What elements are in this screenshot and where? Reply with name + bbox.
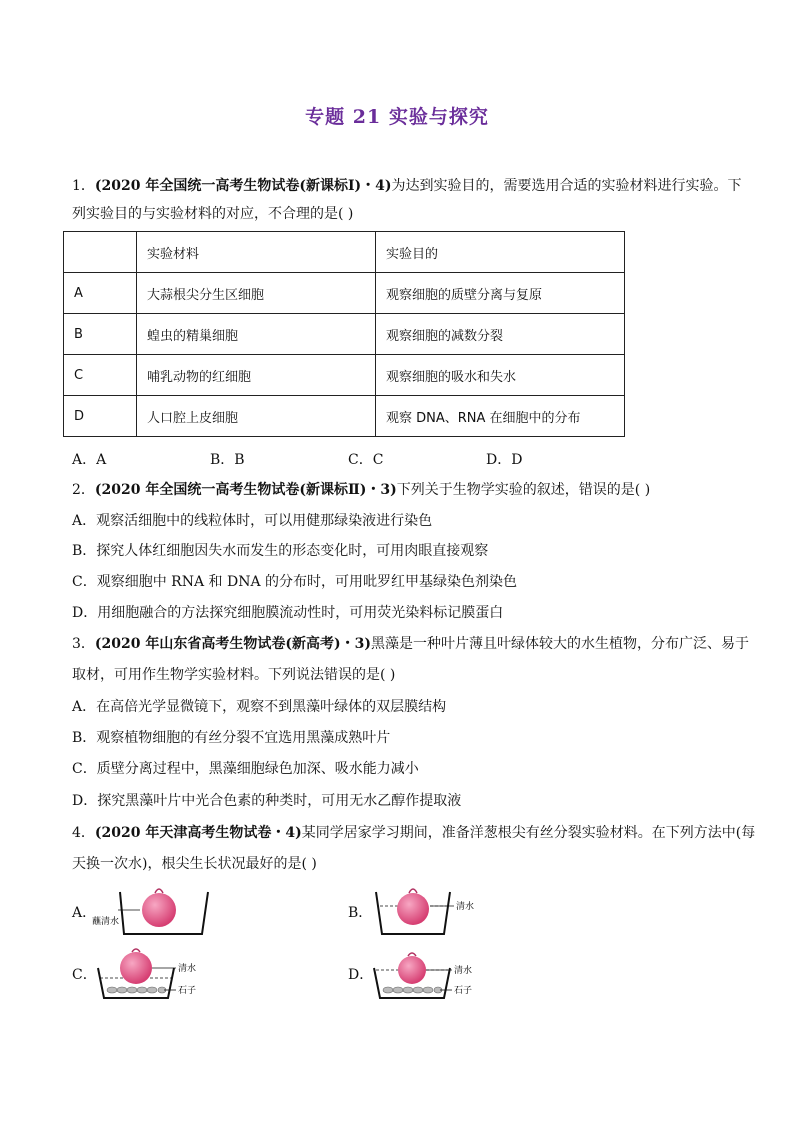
table-cell: A xyxy=(64,273,137,314)
onion-icon xyxy=(120,952,152,984)
onion-icon xyxy=(397,893,429,925)
q1-source: (2020 年全国统一高考生物试卷(新课标Ⅰ)・4) xyxy=(94,178,392,194)
q4-figure-d xyxy=(368,948,498,1004)
table-cell: 大蒜根尖分生区细胞 xyxy=(137,273,376,314)
q1-stem-line1 xyxy=(72,176,742,196)
label-water: 清水 xyxy=(454,966,473,976)
label-stone: 石子 xyxy=(454,986,473,996)
q2-number: 2． xyxy=(72,482,95,498)
q2-option-b[interactable]: B．探究人体红细胞因失水而发生的形态变化时，可用肉眼直接观察 xyxy=(72,543,489,559)
table-row xyxy=(64,314,625,355)
q3-stem-line1 xyxy=(72,634,749,654)
q1-option-c[interactable]: C．C xyxy=(348,452,384,468)
onion-icon xyxy=(142,893,176,927)
q1-option-d[interactable]: D．D xyxy=(486,452,523,468)
q1-number: 1． xyxy=(72,178,95,194)
q4-option-a[interactable]: A． xyxy=(72,905,97,921)
q3-stem-line2: 取材，可用作生物学实验材料。下列说法错误的是( ) xyxy=(72,667,396,683)
q3-option-c[interactable]: C．质壁分离过程中，黑藻细胞绿色加深、吸水能力减小 xyxy=(72,761,419,777)
q3-option-b[interactable]: B．观察植物细胞的有丝分裂不宜选用黑藻成熟叶片 xyxy=(72,730,391,746)
q4-number: 4． xyxy=(72,825,95,841)
table-cell: 观察细胞的质壁分离与复原 xyxy=(376,273,625,314)
q2-stem xyxy=(72,480,650,500)
q3-text: 黑藻是一种叶片薄且叶绿体较大的水生植物，分布广泛、易于 xyxy=(371,636,749,652)
label-water: 清水 xyxy=(178,964,197,974)
q3-option-a[interactable]: A．在高倍光学显微镜下，观察不到黑藻叶绿体的双层膜结构 xyxy=(72,699,447,715)
table-cell: 观察细胞的减数分裂 xyxy=(376,314,625,355)
q1-stem-line2: 列实验目的与实验材料的对应，不合理的是( ) xyxy=(72,206,354,222)
page-title: 专题 21 实验与探究 xyxy=(305,106,489,128)
table-row xyxy=(64,273,625,314)
table-cell: 哺乳动物的红细胞 xyxy=(137,355,376,396)
onion-icon xyxy=(398,956,426,984)
q4-option-c[interactable]: C． xyxy=(72,967,97,983)
q2-option-c[interactable]: C．观察细胞中 RNA 和 DNA 的分布时，可用吡罗红甲基绿染色剂染色 xyxy=(72,574,517,590)
table-cell: B xyxy=(64,314,137,355)
q4-figure-a xyxy=(92,884,222,940)
table-header-cell xyxy=(64,232,137,273)
q1-option-b[interactable]: B．B xyxy=(210,452,245,468)
q4-figure-b xyxy=(368,884,498,940)
q1-text: 为达到实验目的，需要选用合适的实验材料进行实验。下 xyxy=(391,178,742,194)
q2-option-a[interactable]: A．观察活细胞中的线粒体时，可以用健那绿染液进行染色 xyxy=(72,513,433,529)
label-water: 清水 xyxy=(456,902,475,912)
q3-number: 3． xyxy=(72,636,95,652)
table-cell: 观察细胞的吸水和失水 xyxy=(376,355,625,396)
table-header-cell: 实验目的 xyxy=(376,232,625,273)
stones-icon xyxy=(383,987,442,993)
q4-option-b[interactable]: B． xyxy=(348,905,373,921)
table-row xyxy=(64,396,625,437)
q2-source: (2020 年全国统一高考生物试卷(新课标Ⅱ)・3) xyxy=(94,482,397,498)
table-cell: 蝗虫的精巢细胞 xyxy=(137,314,376,355)
table-cell: 观察 DNA、RNA 在细胞中的分布 xyxy=(376,396,625,437)
q1-table xyxy=(63,231,625,437)
q4-stem-line2: 天换一次水)，根尖生长状况最好的是( ) xyxy=(72,856,317,872)
table-header-row xyxy=(64,232,625,273)
table-row xyxy=(64,355,625,396)
q3-source: (2020 年山东省高考生物试卷(新高考)・3) xyxy=(94,636,371,652)
q4-stem-line1 xyxy=(72,823,755,843)
q4-option-d[interactable]: D． xyxy=(348,967,374,983)
q3-option-d[interactable]: D．探究黑藻叶片中光合色素的种类时，可用无水乙醇作提取液 xyxy=(72,793,462,809)
q2-option-d[interactable]: D．用细胞融合的方法探究细胞膜流动性时，可用荧光染料标记膜蛋白 xyxy=(72,605,504,621)
q4-source: (2020 年天津高考生物试卷・4) xyxy=(94,825,302,841)
q2-text: 下列关于生物学实验的叙述，错误的是( ) xyxy=(396,482,651,498)
stones-icon xyxy=(107,987,166,993)
table-header-cell: 实验材料 xyxy=(137,232,376,273)
label-water: 蘸清水 xyxy=(92,917,120,927)
table-cell: D xyxy=(64,396,137,437)
q4-text: 某同学居家学习期间，准备洋葱根尖有丝分裂实验材料。在下列方法中(每 xyxy=(301,825,756,841)
table-cell: C xyxy=(64,355,137,396)
label-stone: 石子 xyxy=(178,986,197,996)
table-cell: 人口腔上皮细胞 xyxy=(137,396,376,437)
q1-option-a[interactable]: A．A xyxy=(72,452,107,468)
q4-figure-c xyxy=(92,948,222,1004)
